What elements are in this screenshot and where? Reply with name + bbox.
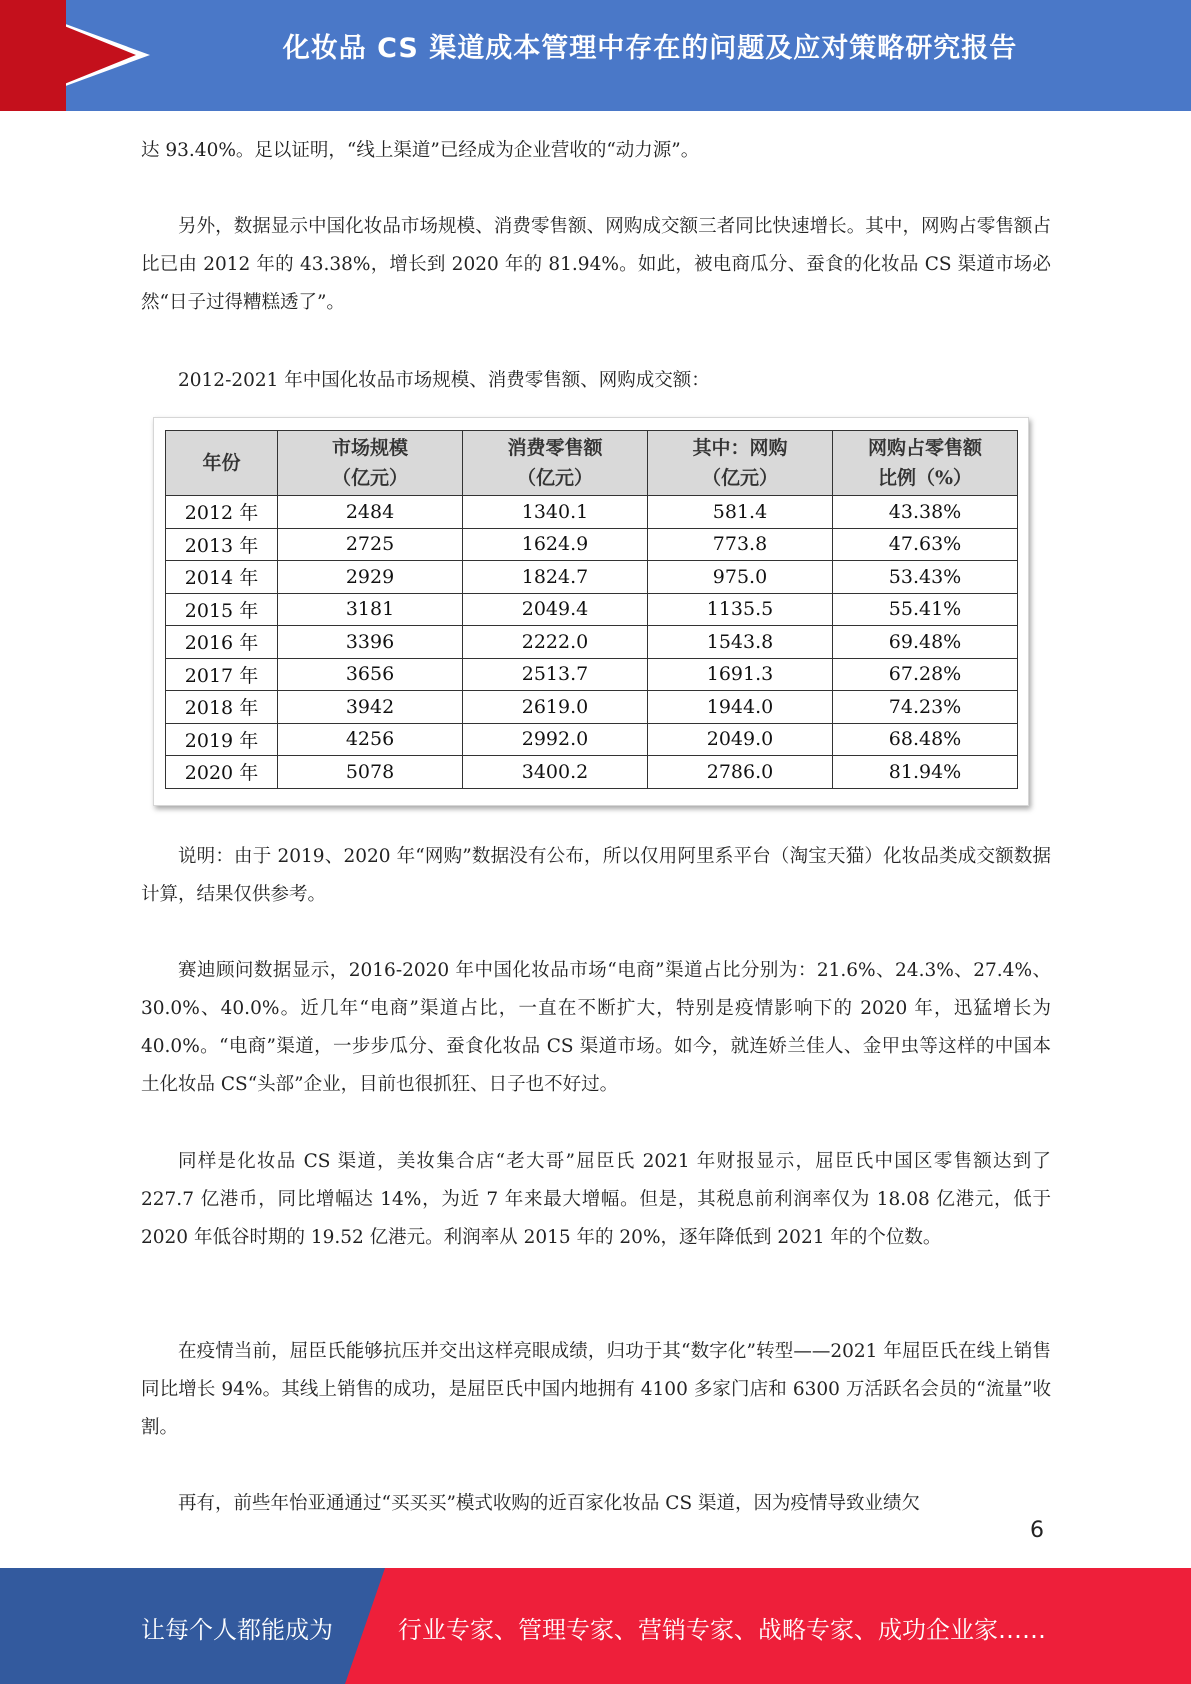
report-title: 化妆品 CS 渠道成本管理中存在的问题及应对策略研究报告	[282, 33, 1018, 64]
digital-transformation-block	[141, 1333, 1051, 1447]
table-row	[166, 561, 1018, 594]
cell-market-size: 5078	[278, 756, 463, 789]
cell-online-sales: 1691.3	[648, 658, 833, 691]
header-year: 年份	[166, 431, 278, 496]
market-data-table	[165, 430, 1018, 789]
cell-online-sales: 2049.0	[648, 723, 833, 756]
header-red-block	[0, 0, 66, 111]
intro-block	[141, 132, 1051, 170]
page-header	[0, 0, 1191, 111]
cell-retail-sales: 1340.1	[463, 496, 648, 529]
cell-year: 2014 年	[166, 561, 278, 594]
paragraph-table-note: 说明：由于 2019、2020 年“网购”数据没有公布，所以仅用阿里系平台（淘宝天猫）化妆品类成交额数据计算，结果仅供参考。	[141, 846, 1051, 905]
market-growth-block	[141, 208, 1051, 322]
ccid-data-block	[141, 952, 1051, 1104]
table-row	[166, 528, 1018, 561]
table-row	[166, 723, 1018, 756]
cell-year: 2012 年	[166, 496, 278, 529]
watsons-block	[141, 1143, 1051, 1257]
cell-market-size: 3396	[278, 626, 463, 659]
cell-online-share: 67.28%	[833, 658, 1018, 691]
cell-year: 2017 年	[166, 658, 278, 691]
cell-online-sales: 1944.0	[648, 691, 833, 724]
page-number: 6	[1030, 1518, 1044, 1543]
cell-market-size: 2929	[278, 561, 463, 594]
cell-market-size: 3656	[278, 658, 463, 691]
eternal-asia-block	[141, 1485, 1051, 1523]
cell-market-size: 2725	[278, 528, 463, 561]
cell-online-share: 81.94%	[833, 756, 1018, 789]
table-row	[166, 593, 1018, 626]
cell-online-share: 53.43%	[833, 561, 1018, 594]
table-row	[166, 658, 1018, 691]
cell-online-share: 74.23%	[833, 691, 1018, 724]
cell-market-size: 2484	[278, 496, 463, 529]
cell-retail-sales: 2513.7	[463, 658, 648, 691]
cell-online-share: 68.48%	[833, 723, 1018, 756]
cell-market-size: 3181	[278, 593, 463, 626]
footer-slogan-left: 让每个人都能成为	[141, 1616, 333, 1644]
header-online-share: 网购占零售额 比例（%）	[833, 431, 1018, 496]
cell-year: 2016 年	[166, 626, 278, 659]
cell-year: 2018 年	[166, 691, 278, 724]
table-row	[166, 626, 1018, 659]
paragraph-eternal-asia: 再有，前些年怡亚通通过“买买买”模式收购的近百家化妆品 CS 渠道，因为疫情导致业绩欠	[178, 1493, 921, 1514]
cell-market-size: 4256	[278, 723, 463, 756]
footer-slogan-right: 行业专家、管理专家、营销专家、战略专家、成功企业家……	[398, 1616, 1046, 1644]
paragraph-watsons-report: 同样是化妆品 CS 渠道，美妆集合店“老大哥”屈臣氏 2021 年财报显示，屈臣氏中国区零售额达到了 227.7 亿港币，同比增幅达 14%，为近 7 年来最大增幅。但是，其税息前利润率仅为 18.08 亿港元，低于 2020 年低谷时期的 19.52 亿港元。利润率从 2015 年的 20%，逐年降低到 2021 年的个位数。	[141, 1151, 1051, 1248]
cell-year: 2019 年	[166, 723, 278, 756]
table-caption: 2012-2021 年中国化妆品市场规模、消费零售额、网购成交额：	[178, 370, 710, 391]
cell-online-sales: 1135.5	[648, 593, 833, 626]
cell-online-sales: 1543.8	[648, 626, 833, 659]
cell-retail-sales: 2992.0	[463, 723, 648, 756]
header-online-sales: 其中：网购 （亿元）	[648, 431, 833, 496]
table-row	[166, 756, 1018, 789]
cell-retail-sales: 1624.9	[463, 528, 648, 561]
cell-market-size: 3942	[278, 691, 463, 724]
market-data-table-image	[153, 417, 1029, 806]
table-row	[166, 691, 1018, 724]
cell-online-share: 47.63%	[833, 528, 1018, 561]
cell-year: 2013 年	[166, 528, 278, 561]
paragraph-continuation: 达 93.40%。足以证明，“线上渠道”已经成为企业营收的“动力源”。	[141, 140, 700, 161]
cell-year: 2015 年	[166, 593, 278, 626]
cell-online-sales: 2786.0	[648, 756, 833, 789]
paragraph-market-growth: 另外，数据显示中国化妆品市场规模、消费零售额、网购成交额三者同比快速增长。其中，网购占零售额占比已由 2012 年的 43.38%，增长到 2020 年的 81.94%。如此，被电商瓜分、蚕食的化妆品 CS 渠道市场必然“日子过得糟糕透了”。	[141, 216, 1051, 313]
header-market-size: 市场规模 （亿元）	[278, 431, 463, 496]
cell-online-share: 55.41%	[833, 593, 1018, 626]
table-note-block	[141, 838, 1051, 914]
table-row	[166, 496, 1018, 529]
cell-retail-sales: 1824.7	[463, 561, 648, 594]
paragraph-ccid-data: 赛迪顾问数据显示，2016-2020 年中国化妆品市场“电商”渠道占比分别为：21.6%、24.3%、27.4%、30.0%、40.0%。近几年“电商”渠道占比，一直在不断扩大，特别是疫情影响下的 2020 年，迅猛增长为 40.0%。“电商”渠道，一步步瓜分、蚕食化妆品 CS 渠道市场。如今，就连娇兰佳人、金甲虫等这样的中国本土化妆品 CS“头部”企业，目前也很抓狂、日子也不好过。	[141, 960, 1051, 1095]
cell-retail-sales: 2049.4	[463, 593, 648, 626]
cell-retail-sales: 2619.0	[463, 691, 648, 724]
cell-online-sales: 581.4	[648, 496, 833, 529]
cell-retail-sales: 3400.2	[463, 756, 648, 789]
cell-online-share: 43.38%	[833, 496, 1018, 529]
table-header-row	[166, 431, 1018, 496]
cell-online-sales: 975.0	[648, 561, 833, 594]
cell-retail-sales: 2222.0	[463, 626, 648, 659]
cell-online-sales: 773.8	[648, 528, 833, 561]
cell-year: 2020 年	[166, 756, 278, 789]
cell-online-share: 69.48%	[833, 626, 1018, 659]
header-retail-sales: 消费零售额 （亿元）	[463, 431, 648, 496]
paragraph-digital-transformation: 在疫情当前，屈臣氏能够抗压并交出这样亮眼成绩，归功于其“数字化”转型——2021 年屈臣氏在线上销售同比增长 94%。其线上销售的成功，是屈臣氏中国内地拥有 4100 多家门店和 6300 万活跃名会员的“流量”收割。	[141, 1341, 1051, 1438]
